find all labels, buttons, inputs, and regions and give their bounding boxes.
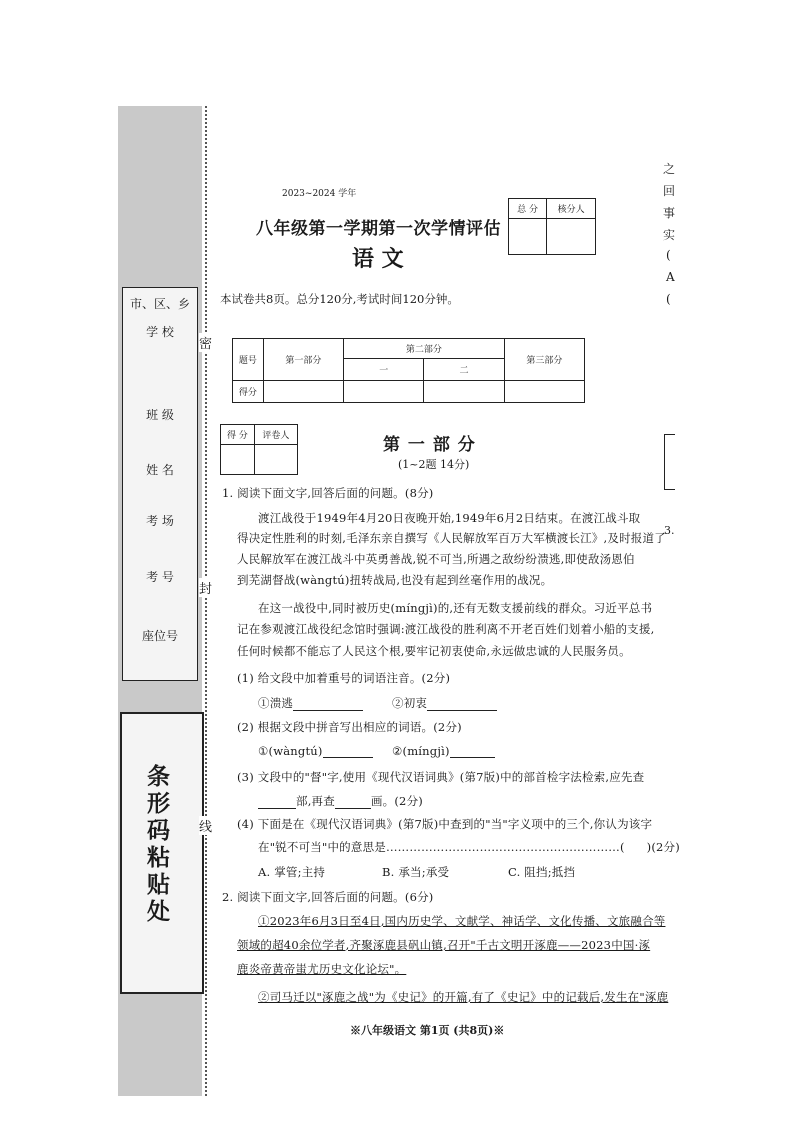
q1-passage-line: 得决定性胜利的时刻,毛泽东亲自撰写《人民解放军百万大军横渡长江》,及时报道了 xyxy=(237,531,666,545)
checker-cell[interactable] xyxy=(547,219,596,255)
next-page-char: 实 xyxy=(663,228,676,242)
next-page-char: 回 xyxy=(663,184,676,198)
q1-stem: 1. 阅读下面文字,回答后面的问题。(8分) xyxy=(222,486,434,500)
total-score-box xyxy=(508,198,596,255)
score-table-part1: 第一部分 xyxy=(263,339,343,381)
q2-passage-line: ②司马迁以"涿鹿之战"为《史记》的开篇,有了《史记》中的记载后,发生在"涿鹿 xyxy=(258,990,669,1004)
checker-header: 核分人 xyxy=(547,199,596,219)
field-row-school xyxy=(123,317,197,374)
q1-sub3-blank-radical[interactable] xyxy=(258,808,296,809)
q1-passage-line: 渡江战役于1949年4月20日夜晚开始,1949年6月2日结束。在渡江战斗取 xyxy=(258,511,641,525)
field-label: 班 级 xyxy=(146,408,174,422)
grader-name-header: 评卷人 xyxy=(254,425,297,445)
total-score-cell[interactable] xyxy=(509,219,547,255)
subject-title: 语 文 xyxy=(352,246,404,272)
field-label: 姓 名 xyxy=(146,463,174,477)
field-row-number xyxy=(123,541,197,598)
q1-passage-line: 任何时候都不能忘了人民这个根,要牢记初衷使命,永远做忠诚的人民服务员。 xyxy=(237,644,631,658)
seal-char-xian: 线 xyxy=(199,816,212,835)
q1-passage-line: 到芜湖督战(wàngtú)扭转战局,也没有起到丝毫作用的战况。 xyxy=(237,573,553,587)
page-footer: ※八年级语文 第1页 (共8页)※ xyxy=(350,1024,505,1037)
field-label: 学 校 xyxy=(146,325,174,339)
q1-sub3-text-a: 部,再查 xyxy=(296,794,335,808)
q1-sub1-word-a: ①溃逃 xyxy=(258,696,294,710)
q1-sub1-answer-a[interactable] xyxy=(293,710,363,711)
seal-dotted-line xyxy=(205,106,207,1096)
q1-sub4: (4) 下面是在《现代汉语词典》(第7版)中查到的"当"字义项中的三个,你认为该字 xyxy=(237,817,653,831)
field-row-seat xyxy=(123,597,197,679)
grader-score-cell[interactable] xyxy=(221,445,255,475)
q1-sub2-answer-a[interactable] xyxy=(323,757,373,758)
score-cell[interactable] xyxy=(344,381,424,403)
q2-passage-line: 领域的超40余位学者,齐聚涿鹿县矾山镇,召开"千古文明开涿鹿——2023中国·涿 xyxy=(237,938,651,952)
student-info-grid xyxy=(122,287,198,681)
q1-sub2-pinyin-a: ①(wàngtú) xyxy=(258,744,323,758)
exam-title: 八年级第一学期第一次学情评估 xyxy=(256,219,501,239)
score-table-part2: 第二部分 xyxy=(344,339,505,359)
total-score-header: 总 分 xyxy=(509,199,547,219)
score-table-label-number: 题号 xyxy=(233,339,264,381)
q1-sub4-text: 在"锐不可当"中的意思是……………………………………………………( xyxy=(258,840,625,854)
score-cell[interactable] xyxy=(424,381,504,403)
grader-score-header: 得 分 xyxy=(221,425,255,445)
grader-box xyxy=(220,424,298,475)
field-row-class xyxy=(123,373,197,430)
field-label: 考 号 xyxy=(146,570,174,584)
next-page-char: ( xyxy=(666,292,671,306)
q2-passage-line: 鹿炎帝黄帝蚩尤历史文化论坛"。 xyxy=(237,962,407,976)
score-table-part2-sub1: 一 xyxy=(344,359,424,381)
next-page-char: ( xyxy=(666,248,671,262)
q1-sub3: (3) 文段中的"督"字,使用《现代汉语词典》(第7版)中的部首检字法检索,应先查 xyxy=(237,770,645,784)
score-table-part3: 第三部分 xyxy=(504,339,584,381)
section-title: 第 一 部 分 xyxy=(383,435,476,455)
field-row-name xyxy=(123,429,197,486)
q1-sub2-pinyin-b: ②(míngjì) xyxy=(392,744,450,758)
next-page-box-fragment xyxy=(664,434,675,490)
seal-char-mi: 密 xyxy=(199,333,212,352)
score-table xyxy=(232,338,585,403)
q1-sub3-line2 xyxy=(258,793,423,809)
score-cell[interactable] xyxy=(504,381,584,403)
score-table-part2-sub2: 二 xyxy=(424,359,504,381)
q1-option-b: B. 承当;承受 xyxy=(382,865,450,879)
q1-sub3-text-b: 画。(2分) xyxy=(370,794,423,808)
field-row-room xyxy=(123,485,197,542)
field-label: 座位号 xyxy=(141,629,178,643)
q1-passage-line: 人民解放军在渡江战斗中英勇善战,锐不可当,所遇之敌纷纷溃逃,即使敌汤恩伯 xyxy=(237,552,635,566)
q2-stem: 2. 阅读下面文字,回答后面的问题。(6分) xyxy=(222,890,434,904)
grader-name-cell[interactable] xyxy=(254,445,297,475)
q1-sub1-item-a xyxy=(258,695,363,711)
q1-sub3-blank-strokes[interactable] xyxy=(335,808,371,809)
q1-sub1: (1) 给文段中加着重号的词语注音。(2分) xyxy=(237,671,451,685)
section-subtitle: (1~2题 14分) xyxy=(398,458,470,471)
school-year: 2023~2024 学年 xyxy=(282,189,357,199)
q1-sub4-points: )(2分) xyxy=(646,840,680,854)
q1-sub2-answer-b[interactable] xyxy=(450,757,495,758)
next-page-char: 事 xyxy=(663,206,676,220)
q1-sub2-item-a xyxy=(258,744,373,758)
q1-passage-line: 在这一战役中,同时被历史(míngjì)的,还有无数支援前线的群众。习近平总书 xyxy=(258,601,653,615)
field-label: 考 场 xyxy=(146,514,174,528)
score-table-label-score: 得分 xyxy=(233,381,264,403)
q1-option-c: C. 阻挡;抵挡 xyxy=(508,865,576,879)
q1-sub1-item-b xyxy=(392,695,497,711)
next-page-char: 3. xyxy=(664,524,675,537)
q1-sub1-word-b: ②初衷 xyxy=(392,696,428,710)
q1-sub2-item-b xyxy=(392,744,495,758)
q1-passage-line: 记在参观渡江战役纪念馆时强调:渡江战役的胜利离不开老百姓们划着小船的支援, xyxy=(237,622,655,636)
seal-char-feng: 封 xyxy=(199,578,212,597)
next-page-char: A xyxy=(666,270,675,284)
q2-passage-line: ①2023年6月3日至4日,国内历史学、文献学、神话学、文化传播、文旅融合等 xyxy=(258,914,666,928)
q1-sub4-line2 xyxy=(258,839,680,855)
q1-sub1-answer-b[interactable] xyxy=(427,710,497,711)
q1-option-a: A. 掌管;主持 xyxy=(258,865,326,879)
field-label: 市、区、乡 xyxy=(129,297,190,311)
score-cell[interactable] xyxy=(263,381,343,403)
barcode-label: 条形码粘贴处 xyxy=(143,764,170,926)
field-row-district xyxy=(123,288,197,318)
next-page-char: 之 xyxy=(663,162,676,176)
exam-intro: 本试卷共8页。总分120分,考试时间120分钟。 xyxy=(220,292,459,306)
barcode-area xyxy=(120,712,204,994)
q1-sub2: (2) 根据文段中拼音写出相应的词语。(2分) xyxy=(237,720,462,734)
